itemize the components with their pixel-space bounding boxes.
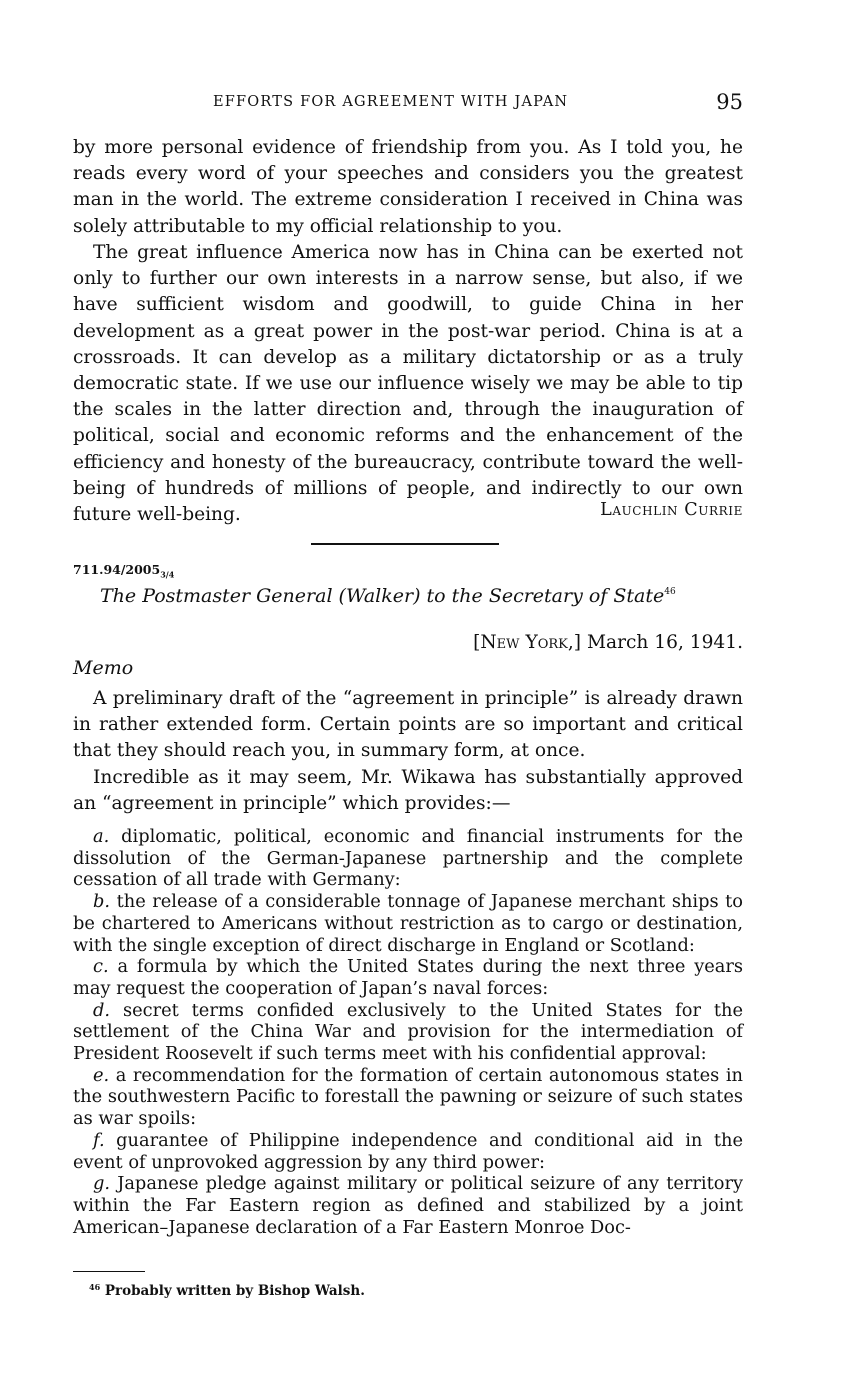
footnote-ref: 46	[664, 587, 676, 597]
running-title: EFFORTS FOR AGREEMENT WITH JAPAN	[213, 94, 569, 110]
list-item-mark: g.	[93, 1173, 111, 1195]
file-number-main: 711.94/2005	[73, 562, 161, 577]
dateline-place: [New York,]	[473, 632, 582, 653]
list-item	[73, 1065, 743, 1130]
running-head	[73, 90, 743, 116]
page-number: 95	[716, 90, 743, 114]
list-item-text: secret terms confided exclusively to the United States for the settlement of the China War and provision for the intermediation of President Roosevelt if such terms meet with his confidential approval:	[73, 999, 743, 1065]
list-item	[73, 956, 743, 999]
list-item-mark: f.	[93, 1129, 105, 1151]
list-item-mark: c.	[93, 956, 109, 978]
list-item	[73, 1173, 743, 1238]
footnote-number: 46	[89, 1282, 101, 1292]
document-title-text: The Postmaster General (Walker) to the Secretary of State	[100, 585, 665, 607]
section-divider	[311, 543, 499, 545]
list-item-mark: d.	[93, 999, 111, 1021]
letter-paragraph-2: The great influence America now has in China can be exerted not only to further our own interests in a narrow sense, but also, if we have sufficient wisdom and goodwill, to guide China in her development as a great power in the post-war period. China is at a crossroads. It can develop as a military dictatorship or as a truly democratic state. If we use our influence wisely we may be able to tip the scales in the latter direction and, through the inauguration of political, social and economic reforms and the enhancement of the efficiency and honesty of the bureaucracy, contribute toward the well-being of hundreds of millions of people, and indirectly to our own future well-being.	[73, 242, 743, 526]
memo-paragraph-1: A preliminary draft of the “agreement in principle” is already drawn in rather extended form. Certain points are so important and critical that they should reach you, in summary form, at once.	[73, 688, 743, 762]
memo-paragraph-2: Incredible as it may seem, Mr. Wikawa has substantially approved an “agreement in principle” which provides:—	[73, 767, 743, 815]
provisions-list	[73, 826, 743, 1238]
file-number-suffix: 3/4	[160, 569, 175, 580]
document-title	[100, 585, 676, 607]
list-item	[73, 891, 743, 956]
dateline	[473, 632, 743, 653]
footnote-divider	[73, 1271, 145, 1272]
list-item-text: a formula by which the United States during the next three years may request the cooperation of Japan’s naval forces:	[73, 956, 743, 999]
footnote-text: Probably written by Bishop Walsh.	[104, 1283, 365, 1299]
list-item-mark: a.	[93, 826, 110, 847]
footnote	[89, 1282, 365, 1299]
list-item-mark: e.	[93, 1064, 110, 1086]
list-item-text: the release of a considerable tonnage of Japanese merchant ships to be chartered to Americans without restriction as to cargo or destination, with the single exception of direct discharge in England or Scotland:	[73, 891, 743, 956]
letter-paragraph-1: by more personal evidence of friendship from you. As I told you, he reads every word of your speeches and considers you the greatest man in the world. The extreme consideration I received in China was solely attributable to my official relationship to you.	[73, 137, 743, 237]
file-number	[73, 562, 174, 580]
list-item-mark: b.	[93, 891, 111, 913]
list-item-text: guarantee of Philippine independence and conditional aid in the event of unprovoked aggression by any third power:	[73, 1129, 744, 1173]
signature: Lauchlin Currie	[600, 500, 743, 520]
list-item	[73, 1000, 743, 1065]
memo-label: Memo	[73, 657, 134, 679]
list-item-text: a recommendation for the formation of certain autonomous states in the southwestern Pacific to forestall the pawning or seizure of such states as war spoils:	[73, 1064, 743, 1130]
list-item-text: Japanese pledge against military or political seizure of any territory within the Far Eastern region as defined and stabilized by a joint American–Japanese declaration of a Far Eastern Monroe Doc-	[73, 1173, 743, 1238]
dateline-date: March 16, 1941.	[586, 632, 743, 653]
list-item-text: diplomatic, political, economic and financial instruments for the dissolution of the German-Japanese partnership and the complete cessation of all trade with Germany:	[73, 826, 743, 891]
list-item	[73, 1130, 743, 1173]
list-item	[73, 826, 743, 891]
